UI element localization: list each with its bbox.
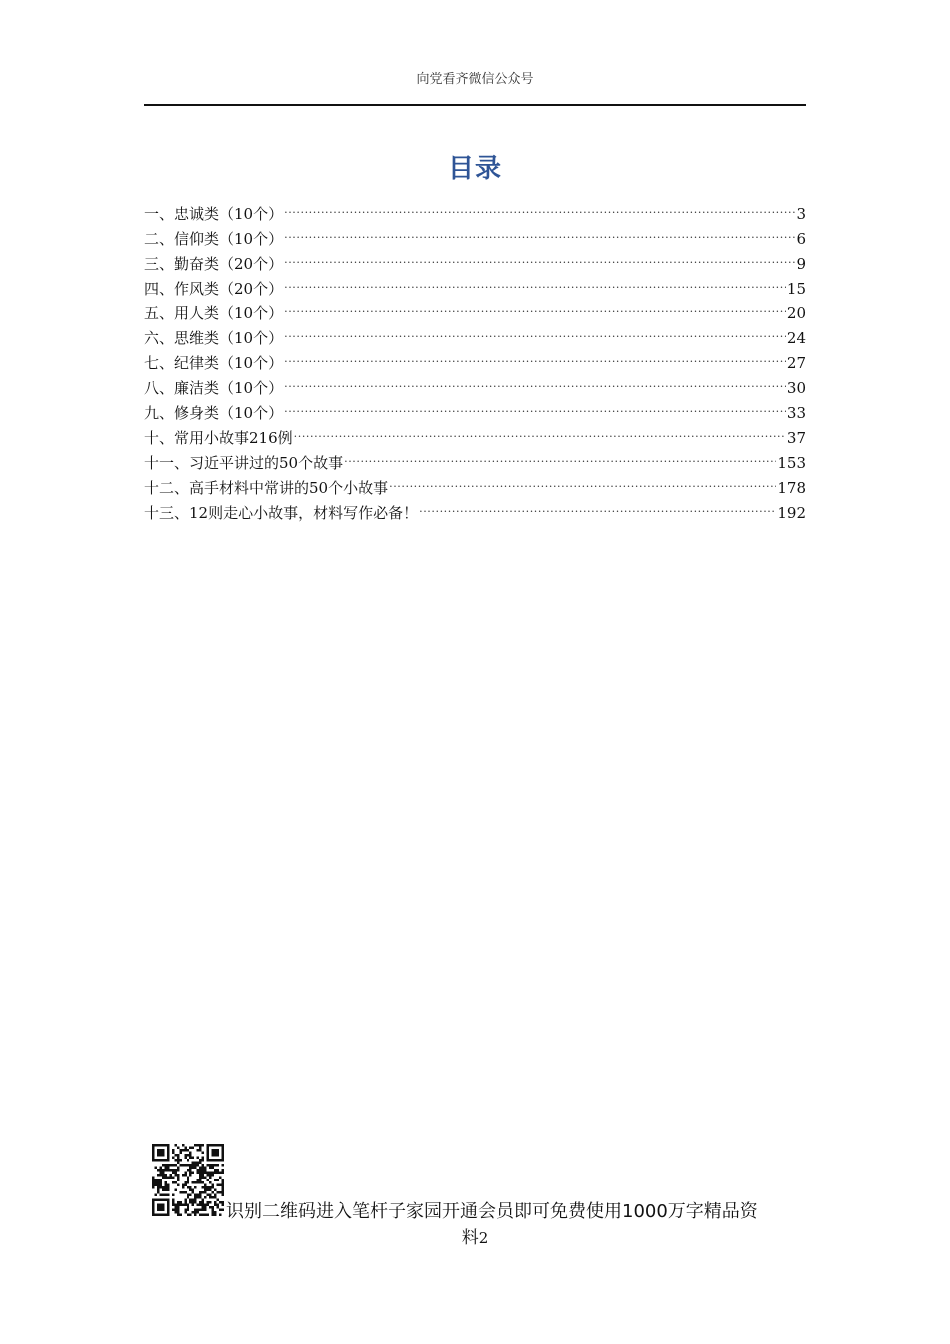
toc-entry-label: 六、思维类（10个） bbox=[144, 329, 284, 348]
toc-entry[interactable] bbox=[144, 194, 806, 223]
toc-dot-leader bbox=[284, 318, 786, 343]
toc-entry-label: 三、勤奋类（20个） bbox=[144, 254, 284, 273]
toc-entry-label: 一、忠诚类（10个） bbox=[144, 204, 284, 223]
toc-dot-leader bbox=[284, 343, 786, 368]
toc-dot-leader bbox=[284, 219, 795, 244]
toc-dot-leader bbox=[284, 194, 795, 219]
toc-entry-label: 十一、习近平讲过的50个故事 bbox=[144, 453, 344, 472]
toc-entry-label: 九、修身类（10个） bbox=[144, 404, 284, 423]
toc-entry-label: 五、用人类（10个） bbox=[144, 304, 284, 323]
qr-code-icon bbox=[152, 1144, 224, 1216]
footer-promo-text: 识别二维码进入笔杆子家园开通会员即可免费使用1000万字精品资 bbox=[226, 1201, 758, 1222]
toc-entry-label: 十三、12则走心小故事，材料写作必备！ bbox=[144, 503, 419, 522]
toc-dot-leader bbox=[389, 468, 776, 493]
toc-dot-leader bbox=[284, 393, 786, 418]
page-header: 向党看齐微信公众号 bbox=[416, 72, 534, 87]
toc-entry-page: 37 bbox=[786, 428, 806, 447]
toc-entry-label: 四、作风类（20个） bbox=[144, 279, 284, 298]
toc-entry-label: 八、廉洁类（10个） bbox=[144, 379, 284, 398]
toc-dot-leader bbox=[284, 269, 786, 294]
toc-entry-page: 6 bbox=[796, 229, 806, 248]
toc-entry-page: 9 bbox=[796, 254, 806, 273]
toc-dot-leader bbox=[294, 418, 786, 443]
footer-promo-continuation: 料 bbox=[461, 1228, 479, 1248]
toc-entry-page: 15 bbox=[786, 279, 806, 298]
toc-entry-page: 192 bbox=[777, 503, 806, 522]
toc-entry-page: 20 bbox=[786, 304, 806, 323]
toc-title: 目录 bbox=[447, 154, 502, 184]
toc-dot-leader bbox=[284, 244, 795, 269]
toc-entry-label: 十二、高手材料中常讲的50个小故事 bbox=[144, 478, 389, 497]
toc-entry-page: 3 bbox=[796, 204, 806, 223]
toc-dot-leader bbox=[344, 443, 776, 468]
toc-entry-page: 24 bbox=[786, 329, 806, 348]
toc-dot-leader bbox=[284, 368, 786, 393]
toc-dot-leader bbox=[419, 493, 776, 518]
toc-entry-page: 27 bbox=[786, 354, 806, 373]
toc-entry-label: 十、常用小故事216例 bbox=[144, 428, 293, 447]
footer-line bbox=[0, 1226, 950, 1250]
toc-entry-label: 二、信仰类（10个） bbox=[144, 229, 284, 248]
table-of-contents bbox=[144, 194, 806, 522]
toc-entry-label: 七、纪律类（10个） bbox=[144, 354, 284, 373]
toc-entry-page: 153 bbox=[777, 453, 806, 472]
page-number: 2 bbox=[478, 1229, 489, 1247]
toc-entry-page: 33 bbox=[786, 404, 806, 423]
toc-dot-leader bbox=[284, 294, 786, 319]
header-divider bbox=[144, 104, 806, 106]
toc-entry-page: 30 bbox=[786, 379, 806, 398]
toc-entry-page: 178 bbox=[777, 478, 806, 497]
